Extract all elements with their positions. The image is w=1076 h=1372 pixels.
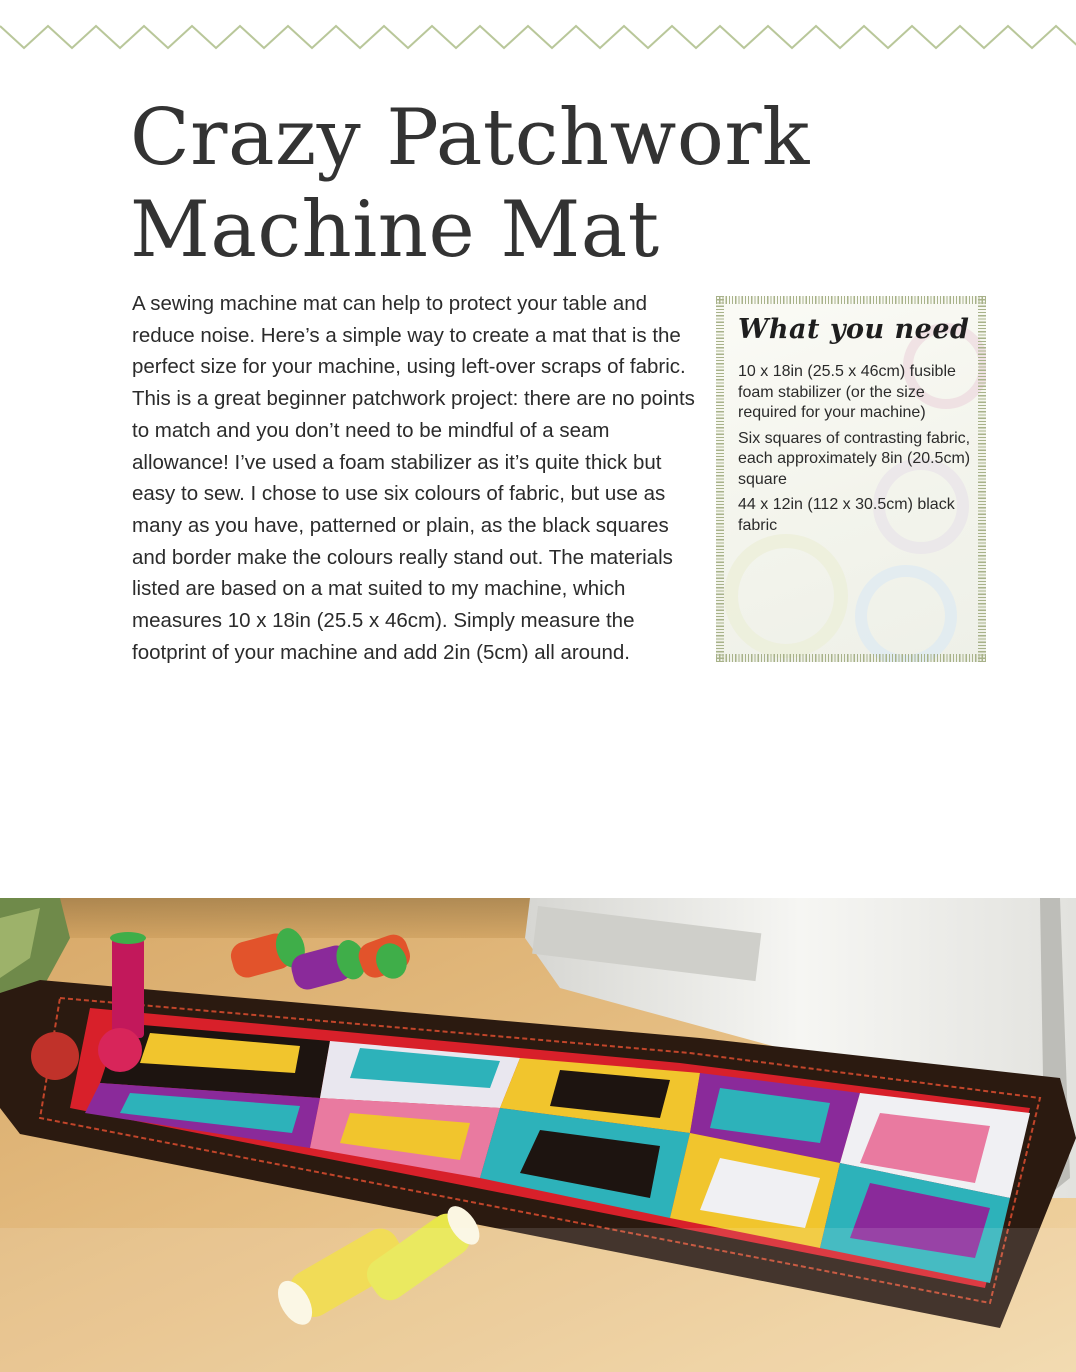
stitch-border-bottom [716,654,986,662]
page-title [130,92,950,276]
materials-item: Six squares of contrasting fabric, each approximately 8in (20.5cm) square [738,429,971,488]
intro-paragraph: A sewing machine mat can help to protect your table and reduce noise. Here’s a simple way to create a mat that is the perfect size for your machine, using left-over scraps of fabric. This is a great beginner patchwork project: there are no points to match and you don’t need to be mindful of a seam allowance! I’ve used a foam stabilizer as it’s quite thick but easy to sew. I chose to use six colours of fabric, but use as many as you have, patterned or plain, as the black squares and border make the colours really stand out. The materials listed are based on a mat suited to my machine, which measures 10 x 18in (25.5 x 46cm). Simply measure the footprint of your machine and add 2in (5cm) all around. [132,292,695,664]
stitch-border-left [716,296,724,662]
materials-item: 44 x 12in (112 x 30.5cm) black fabric [738,496,955,534]
materials-item: 10 x 18in (25.5 x 46cm) fusible foam stabilizer (or the size required for your machine) [738,363,956,421]
what-you-need-box [716,296,986,662]
title-line-2: Machine Mat [130,185,660,275]
what-you-need-heading: What you need [738,314,970,345]
stitch-border-right [978,296,986,662]
materials-list [738,362,978,541]
title-line-1: Crazy Patchwork [130,93,810,183]
zigzag-border [0,18,1076,58]
machine-mat-photo [0,898,1076,1372]
stitch-border-top [716,296,986,304]
